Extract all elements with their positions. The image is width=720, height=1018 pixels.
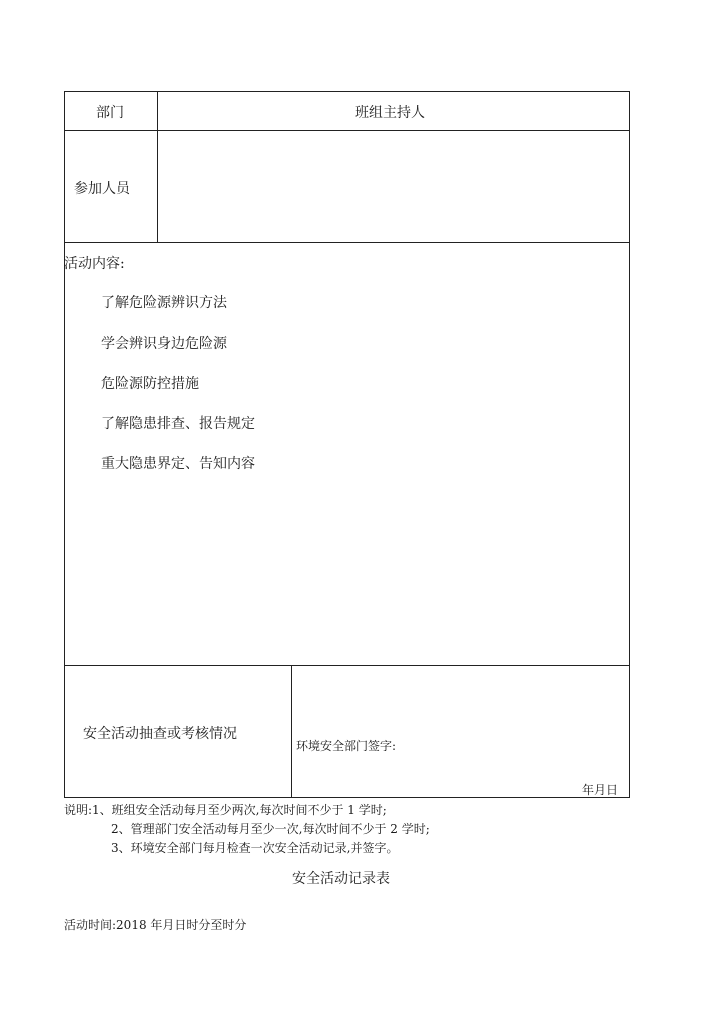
date-label: 年月日 xyxy=(582,783,619,797)
row-divider-3 xyxy=(64,665,630,666)
participants-label: 参加人员 xyxy=(74,181,130,197)
activity-item: 学会辨识身边危险源 xyxy=(101,336,227,352)
activity-item: 了解危险源辨识方法 xyxy=(101,295,227,311)
host-label: 班组主持人 xyxy=(355,105,425,121)
note-line-3: 3、环境安全部门每月检查一次安全活动记录,并签字。 xyxy=(111,841,399,855)
column-divider-2 xyxy=(291,665,292,797)
table-border-bottom xyxy=(64,797,630,798)
row-divider-2 xyxy=(64,242,630,243)
participants-field[interactable] xyxy=(158,131,629,242)
department-label: 部门 xyxy=(96,105,124,121)
inspection-label: 安全活动抽查或考核情况 xyxy=(83,726,237,742)
activity-content-label: 活动内容: xyxy=(64,256,125,272)
activity-time: 活动时间:2018 年月日时分至时分 xyxy=(64,918,247,932)
activity-item: 重大隐患界定、告知内容 xyxy=(101,456,255,472)
env-signature-label: 环境安全部门签字: xyxy=(296,739,397,753)
table-border-top xyxy=(64,91,630,92)
note-line-1: 说明:1、班组安全活动每月至少两次,每次时间不少于 1 学时; xyxy=(64,803,387,817)
table-border-right xyxy=(629,91,630,797)
activity-item: 危险源防控措施 xyxy=(101,376,199,392)
note-line-2: 2、管理部门安全活动每月至少一次,每次时间不少于 2 学时; xyxy=(111,822,430,836)
page-title: 安全活动记录表 xyxy=(292,871,390,887)
activity-item: 了解隐患排查、报告规定 xyxy=(101,416,255,432)
table-border-left xyxy=(64,91,65,797)
